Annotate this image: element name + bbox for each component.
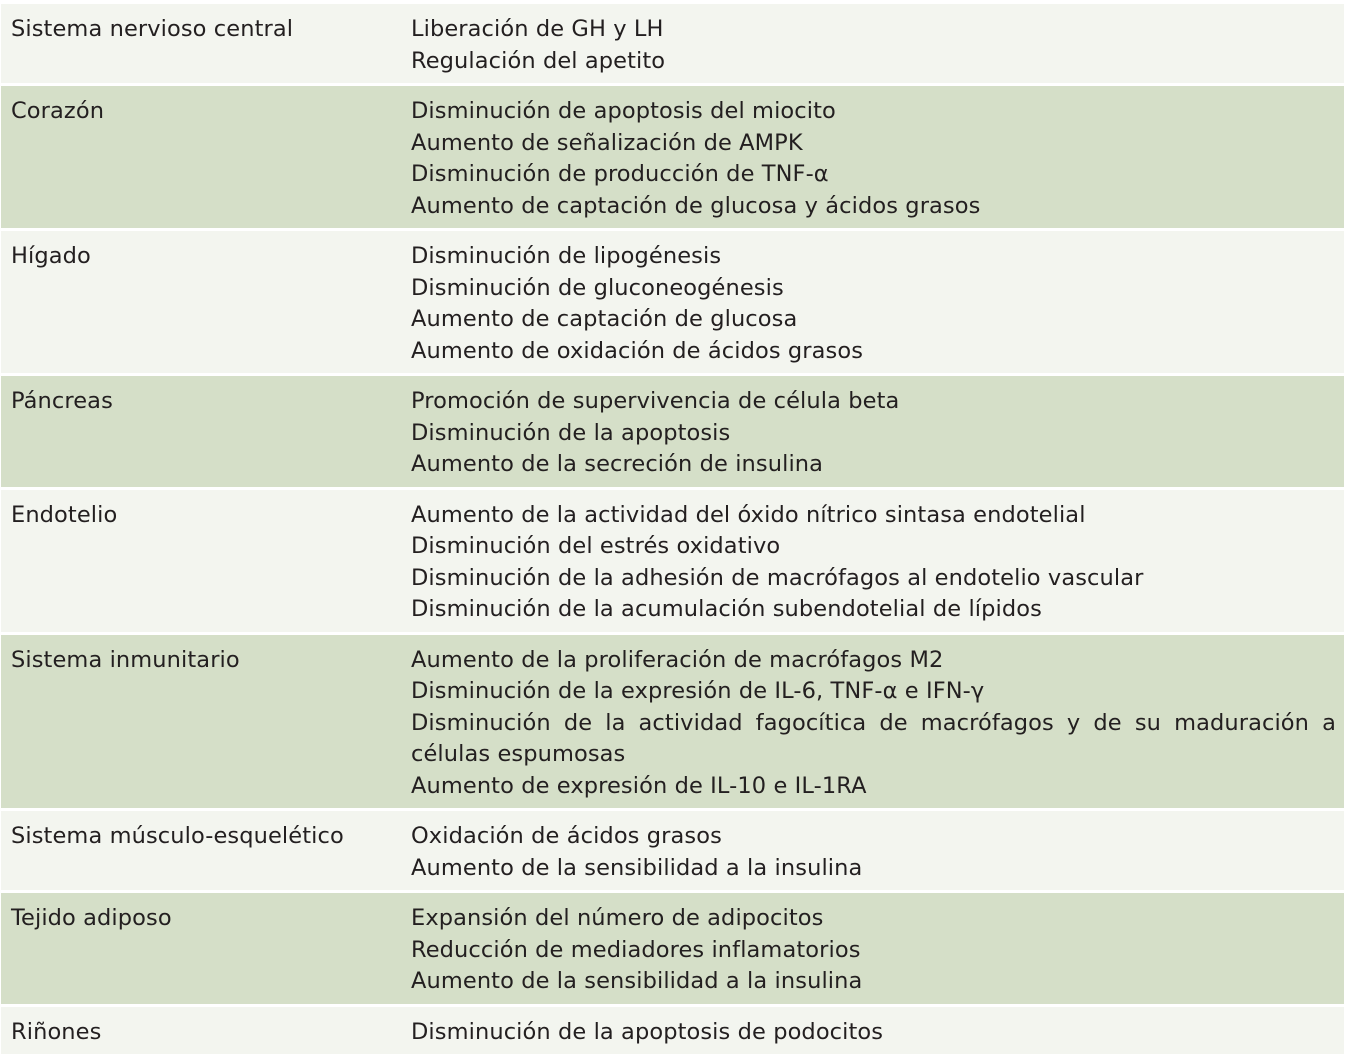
- effect-item: Aumento de la sensibilidad a la insulina: [411, 853, 1336, 885]
- effects-cell: [411, 903, 1344, 998]
- effect-item: Liberación de GH y LH: [411, 14, 1336, 46]
- effect-item: Disminución de la expresión de IL-6, TNF-α e IFN-γ: [411, 676, 1336, 708]
- effects-cell: [411, 645, 1344, 803]
- effect-item: Aumento de señalización de AMPK: [411, 128, 1336, 160]
- table-row: [1, 893, 1344, 1007]
- effects-cell: [411, 96, 1344, 222]
- effect-item: Aumento de oxidación de ácidos grasos: [411, 336, 1336, 368]
- table-row: [1, 4, 1344, 86]
- table-row: [1, 1007, 1344, 1057]
- effect-item: Disminución de la adhesión de macrófagos al endotelio vascular: [411, 563, 1336, 595]
- effect-item: Disminución del estrés oxidativo: [411, 531, 1336, 563]
- effect-item: Disminución de gluconeogénesis: [411, 273, 1336, 305]
- effects-cell: [411, 821, 1344, 884]
- organ-label: Tejido adiposo: [1, 903, 411, 998]
- effect-item: Disminución de producción de TNF-α: [411, 159, 1336, 191]
- effect-item: Promoción de supervivencia de célula beta: [411, 386, 1336, 418]
- effect-item: Aumento de la sensibilidad a la insulina: [411, 966, 1336, 998]
- effects-cell: [411, 1017, 1344, 1049]
- organ-label: Sistema nervioso central: [1, 14, 411, 77]
- effect-item: Aumento de la proliferación de macrófagos M2: [411, 645, 1336, 677]
- effect-item: Oxidación de ácidos grasos: [411, 821, 1336, 853]
- table-row: [1, 635, 1344, 812]
- organ-label: Riñones: [1, 1017, 411, 1049]
- effect-item: Disminución de la actividad fagocítica de macrófagos y de su maduración a células espumosas: [411, 708, 1336, 771]
- effect-item: Regulación del apetito: [411, 46, 1336, 78]
- organ-effects-table: [1, 4, 1344, 1057]
- effect-item: Reducción de mediadores inflamatorios: [411, 935, 1336, 967]
- organ-label: Endotelio: [1, 500, 411, 626]
- organ-label: Hígado: [1, 241, 411, 367]
- table-row: [1, 490, 1344, 635]
- effect-item: Disminución de la apoptosis de podocitos: [411, 1017, 1336, 1049]
- effect-item: Disminución de lipogénesis: [411, 241, 1336, 273]
- organ-label: Sistema inmunitario: [1, 645, 411, 803]
- table-row: [1, 231, 1344, 376]
- organ-label: Corazón: [1, 96, 411, 222]
- effect-item: Aumento de la actividad del óxido nítrico sintasa endotelial: [411, 500, 1336, 532]
- table-row: [1, 376, 1344, 490]
- effect-item: Aumento de expresión de IL-10 e IL-1RA: [411, 771, 1336, 803]
- effect-item: Disminución de apoptosis del miocito: [411, 96, 1336, 128]
- effect-item: Aumento de la secreción de insulina: [411, 449, 1336, 481]
- table-row: [1, 86, 1344, 231]
- effects-cell: [411, 386, 1344, 481]
- organ-label: Sistema músculo-esquelético: [1, 821, 411, 884]
- effects-cell: [411, 241, 1344, 367]
- effect-item: Aumento de captación de glucosa y ácidos grasos: [411, 191, 1336, 223]
- effects-cell: [411, 500, 1344, 626]
- effect-item: Aumento de captación de glucosa: [411, 304, 1336, 336]
- organ-label: Páncreas: [1, 386, 411, 481]
- effects-cell: [411, 14, 1344, 77]
- effect-item: Disminución de la acumulación subendotelial de lípidos: [411, 594, 1336, 626]
- effect-item: Expansión del número de adipocitos: [411, 903, 1336, 935]
- table-row: [1, 811, 1344, 893]
- effect-item: Disminución de la apoptosis: [411, 418, 1336, 450]
